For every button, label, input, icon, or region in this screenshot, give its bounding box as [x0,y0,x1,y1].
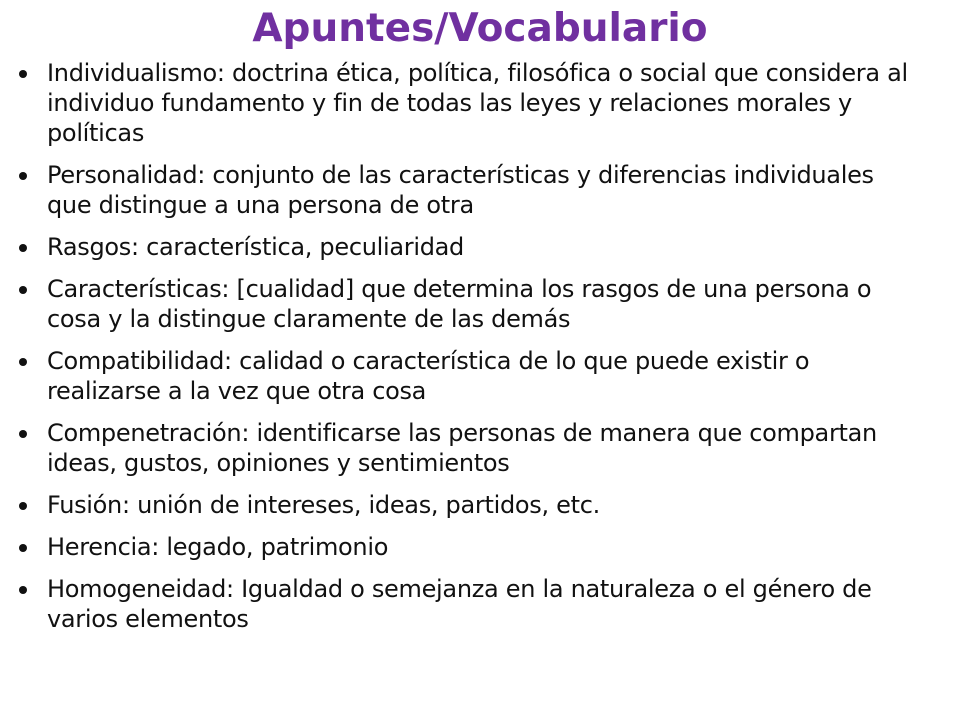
list-item-text: Compenetración: identificarse las personas de manera que compartan ideas, gustos, opiniones y sentimientos [47,419,877,477]
bullet-dot-icon [19,430,27,438]
bullet-dot-icon [19,586,27,594]
list-item-text: Rasgos: característica, peculiaridad [47,233,464,261]
bullet-dot-icon [19,244,27,252]
list-item-text: Compatibilidad: calidad o característica de lo que puede existir o realizarse a la vez que otra cosa [47,347,810,405]
list-item [14,490,924,520]
vocabulary-list [14,58,924,646]
bullet-dot-icon [19,70,27,78]
list-item-text: Fusión: unión de intereses, ideas, partidos, etc. [47,491,600,519]
list-item-text: Homogeneidad: Igualdad o semejanza en la naturaleza o el género de varios elementos [47,575,872,633]
bullet-dot-icon [19,172,27,180]
list-item-text: Individualismo: doctrina ética, política, filosófica o social que considera al individuo fundamento y fin de todas las leyes y relaciones morales y políticas [47,59,908,147]
list-item [14,58,924,148]
slide-title: Apuntes/Vocabulario [252,6,708,51]
list-item [14,274,924,334]
bullet-dot-icon [19,502,27,510]
list-item [14,574,924,634]
list-item-text: Personalidad: conjunto de las características y diferencias individuales que distingue a una persona de otra [47,161,874,219]
list-item-text: Herencia: legado, patrimonio [47,533,389,561]
list-item [14,160,924,220]
list-item [14,346,924,406]
bullet-dot-icon [19,358,27,366]
bullet-dot-icon [19,286,27,294]
list-item [14,418,924,478]
list-item [14,532,924,562]
list-item [14,232,924,262]
bullet-dot-icon [19,544,27,552]
list-item-text: Características: [cualidad] que determina los rasgos de una persona o cosa y la distingue claramente de las demás [47,275,872,333]
